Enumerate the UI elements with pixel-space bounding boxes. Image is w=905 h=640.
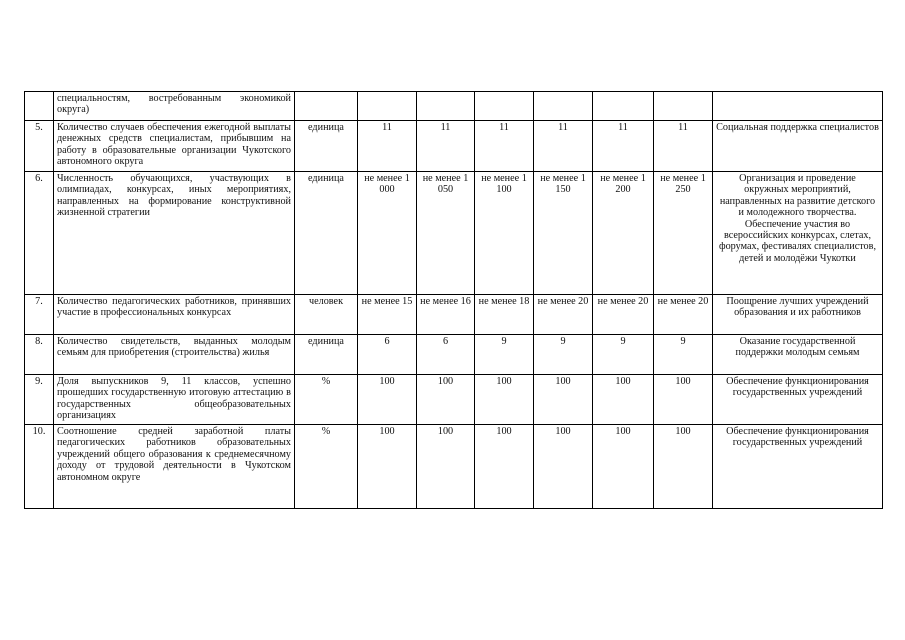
row-number xyxy=(25,92,54,121)
year-value-6: 9 xyxy=(654,335,713,375)
activity-description: Организация и проведение окружных мероприятий, направленных на развитие детского и молодежного творчества. Обеспечение участия во всероссийских конкурсах, слетах, форумах, фестивалях специалистов, детей и молодёжи Чукотки xyxy=(713,172,883,295)
year-value-1: не менее 1 000 xyxy=(358,172,417,295)
year-value-6: 100 xyxy=(654,425,713,509)
year-value-3: 9 xyxy=(475,335,534,375)
year-value-6 xyxy=(654,92,713,121)
row-number: 6. xyxy=(25,172,54,295)
year-value-1: 100 xyxy=(358,375,417,425)
year-value-5: 100 xyxy=(593,425,654,509)
table-row xyxy=(25,121,883,172)
activity-description: Оказание государственной поддержки молодым семьям xyxy=(713,335,883,375)
year-value-3: 100 xyxy=(475,375,534,425)
unit-of-measure: % xyxy=(295,425,358,509)
year-value-5: 9 xyxy=(593,335,654,375)
indicator-name: Количество свидетельств, выданных молодым семьям для приобретения (строительства) жилья xyxy=(54,335,295,375)
year-value-3: не менее 18 xyxy=(475,295,534,335)
unit-of-measure: человек xyxy=(295,295,358,335)
year-value-1: 100 xyxy=(358,425,417,509)
year-value-3 xyxy=(475,92,534,121)
year-value-2: не менее 16 xyxy=(417,295,475,335)
row-number: 5. xyxy=(25,121,54,172)
year-value-2 xyxy=(417,92,475,121)
year-value-1: 6 xyxy=(358,335,417,375)
year-value-5: не менее 20 xyxy=(593,295,654,335)
year-value-5: не менее 1 200 xyxy=(593,172,654,295)
row-number: 7. xyxy=(25,295,54,335)
year-value-3: не менее 1 100 xyxy=(475,172,534,295)
year-value-1: не менее 15 xyxy=(358,295,417,335)
row-number: 8. xyxy=(25,335,54,375)
table-row xyxy=(25,295,883,335)
unit-of-measure xyxy=(295,92,358,121)
indicator-name: Соотношение средней заработной платы педагогических работников образовательных учреждений общего образования к среднемесячному доходу от трудовой деятельности в Чукотском автономном округе xyxy=(54,425,295,509)
indicator-name: Количество случаев обеспечения ежегодной выплаты денежных средств специалистам, прибывшим на работу в образовательные организации Чукотского автономного округа xyxy=(54,121,295,172)
year-value-6: 11 xyxy=(654,121,713,172)
year-value-2: 100 xyxy=(417,425,475,509)
year-value-5 xyxy=(593,92,654,121)
unit-of-measure: % xyxy=(295,375,358,425)
unit-of-measure: единица xyxy=(295,121,358,172)
table-body xyxy=(25,92,883,509)
activity-description: Поощрение лучших учреждений образования и их работников xyxy=(713,295,883,335)
year-value-4: не менее 1 150 xyxy=(534,172,593,295)
year-value-4: 11 xyxy=(534,121,593,172)
year-value-4: 100 xyxy=(534,375,593,425)
indicator-name: Численность обучающихся, участвующих в олимпиадах, конкурсах, иных мероприятиях, направленных на формирование конструктивной жизненной стратегии xyxy=(54,172,295,295)
year-value-1: 11 xyxy=(358,121,417,172)
year-value-6: 100 xyxy=(654,375,713,425)
year-value-2: 100 xyxy=(417,375,475,425)
row-number: 10. xyxy=(25,425,54,509)
year-value-1 xyxy=(358,92,417,121)
table-row xyxy=(25,335,883,375)
indicator-name: Доля выпускников 9, 11 классов, успешно прошедших государственную итоговую аттестацию в государственных общеобразовательных организациях xyxy=(54,375,295,425)
table-row xyxy=(25,92,883,121)
table-row xyxy=(25,375,883,425)
indicator-name: Количество педагогических работников, принявших участие в профессиональных конкурсах xyxy=(54,295,295,335)
year-value-4: 9 xyxy=(534,335,593,375)
year-value-5: 11 xyxy=(593,121,654,172)
year-value-4: 100 xyxy=(534,425,593,509)
table-row xyxy=(25,425,883,509)
unit-of-measure: единица xyxy=(295,172,358,295)
indicators-table xyxy=(24,91,883,509)
table-row xyxy=(25,172,883,295)
year-value-3: 11 xyxy=(475,121,534,172)
year-value-6: не менее 1 250 xyxy=(654,172,713,295)
activity-description xyxy=(713,92,883,121)
year-value-6: не менее 20 xyxy=(654,295,713,335)
row-number: 9. xyxy=(25,375,54,425)
year-value-3: 100 xyxy=(475,425,534,509)
year-value-5: 100 xyxy=(593,375,654,425)
indicator-name: специальностям, востребованным экономикой округа) xyxy=(54,92,295,121)
year-value-2: 11 xyxy=(417,121,475,172)
year-value-4: не менее 20 xyxy=(534,295,593,335)
activity-description: Социальная поддержка специалистов xyxy=(713,121,883,172)
activity-description: Обеспечение функционирования государственных учреждений xyxy=(713,425,883,509)
year-value-2: 6 xyxy=(417,335,475,375)
year-value-4 xyxy=(534,92,593,121)
unit-of-measure: единица xyxy=(295,335,358,375)
year-value-2: не менее 1 050 xyxy=(417,172,475,295)
activity-description: Обеспечение функционирования государственных учреждений xyxy=(713,375,883,425)
